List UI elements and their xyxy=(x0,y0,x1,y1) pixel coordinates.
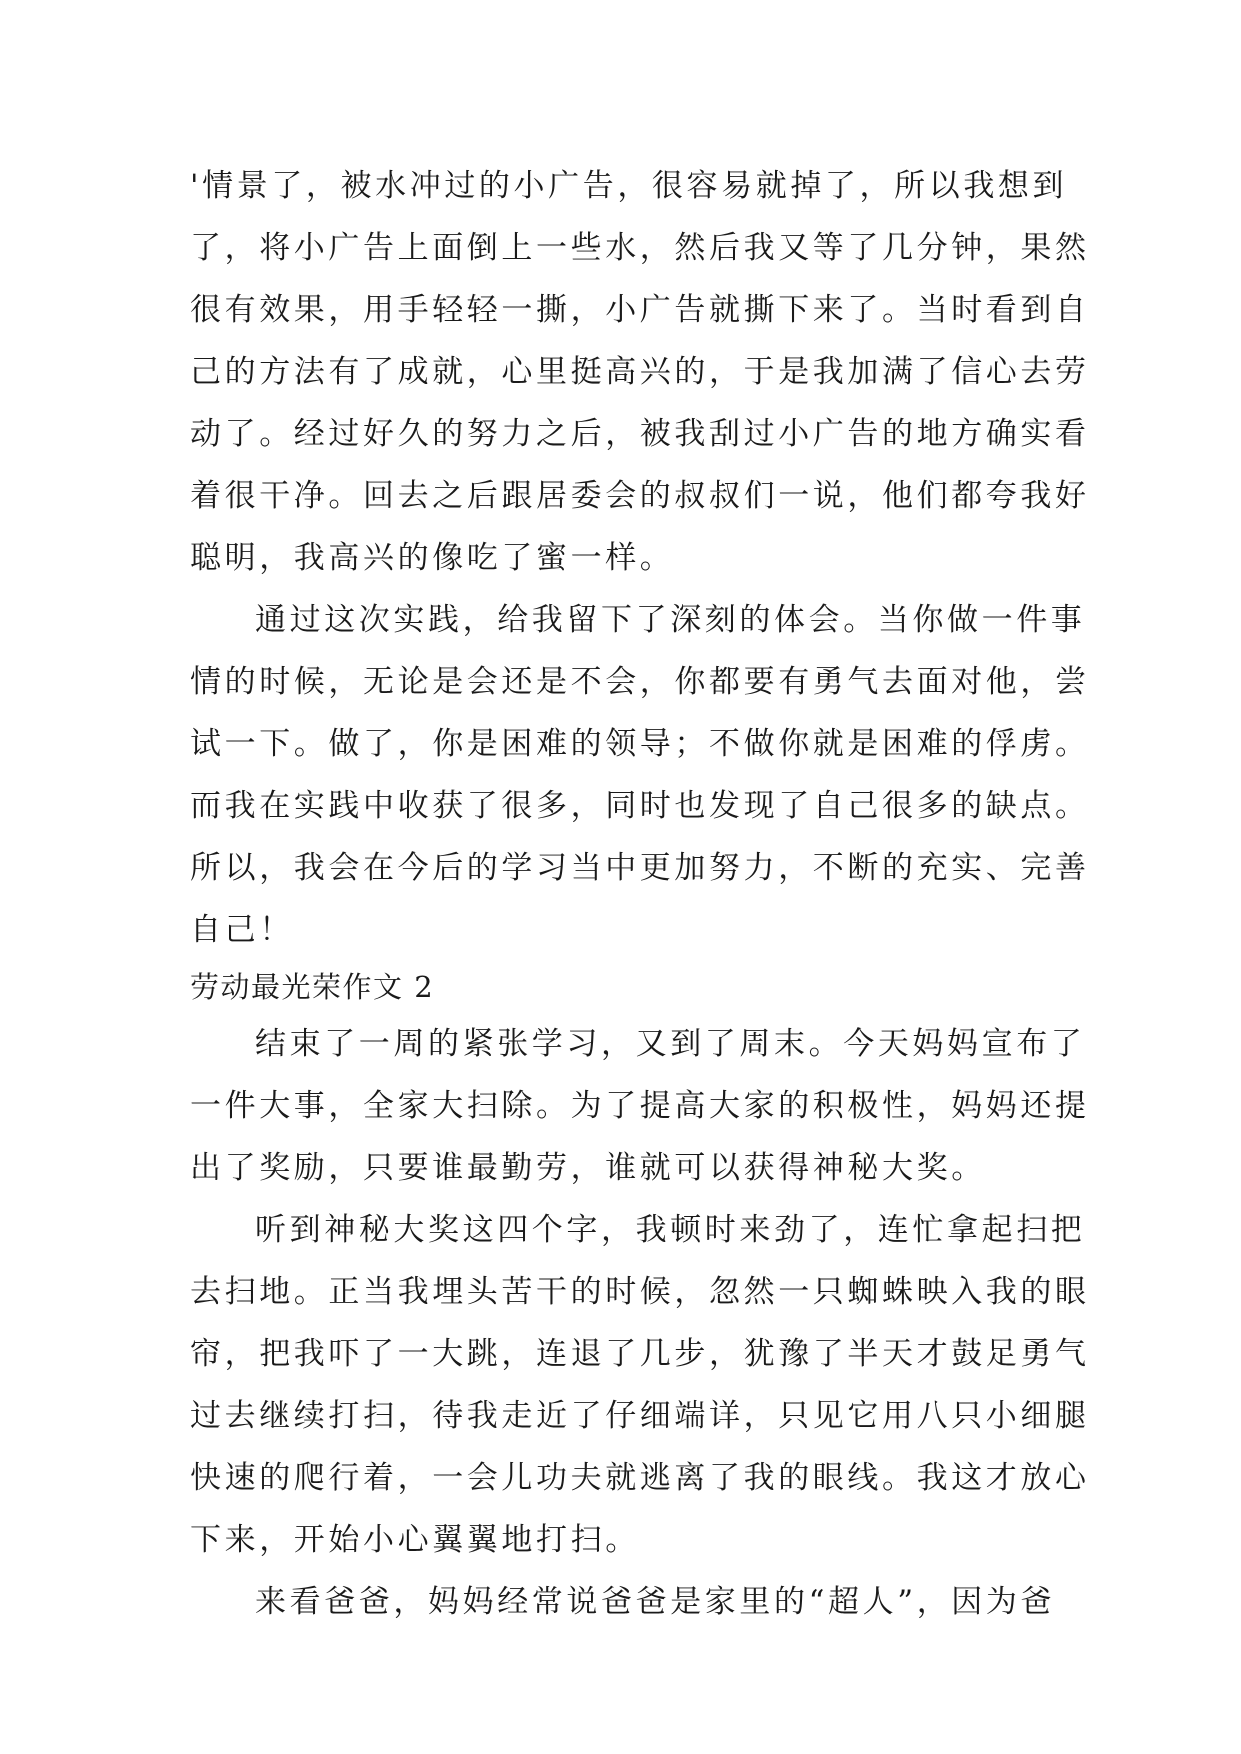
text-line: 结束了一周的紧张学习，又到了周末。今天妈妈宣布了 xyxy=(255,1026,1086,1062)
text-line: 聪明，我高兴的像吃了蜜一样。 xyxy=(190,540,675,576)
text-line: 出了奖励，只要谁最勤劳，谁就可以获得神秘大奖。 xyxy=(190,1150,986,1186)
text-line: 试一下。做了，你是困难的领导；不做你就是困难的俘虏。 xyxy=(190,726,1090,762)
text-line: 帘，把我吓了一大跳，连退了几步，犹豫了半天才鼓足勇气 xyxy=(190,1336,1090,1372)
text-line: '情景了，被水冲过的小广告，很容易就掉了，所以我想到 xyxy=(190,168,1068,204)
text-line: 很有效果，用手轻轻一撕，小广告就撕下来了。当时看到自 xyxy=(190,292,1090,328)
paragraph-4 xyxy=(190,1199,1090,1571)
paragraph-1 xyxy=(190,155,1090,589)
text-line: 下来，开始小心翼翼地打扫。 xyxy=(190,1522,640,1558)
text-line: 而我在实践中收获了很多，同时也发现了自己很多的缺点。 xyxy=(190,788,1090,824)
text-line: 通过这次实践，给我留下了深刻的体会。当你做一件事 xyxy=(255,602,1086,638)
text-line: 一件大事，全家大扫除。为了提高大家的积极性，妈妈还提 xyxy=(190,1088,1090,1124)
text-line: 自己！ xyxy=(190,912,294,948)
text-line: 快速的爬行着，一会儿功夫就逃离了我的眼线。我这才放心 xyxy=(190,1460,1090,1496)
section-title: 劳动最光荣作文 2 xyxy=(190,970,435,1004)
paragraph-2 xyxy=(190,589,1090,961)
text-line: 己的方法有了成就，心里挺高兴的，于是我加满了信心去劳 xyxy=(190,354,1090,390)
text-line: 情的时候，无论是会还是不会，你都要有勇气去面对他，尝 xyxy=(190,664,1090,700)
text-line: 所以，我会在今后的学习当中更加努力，不断的充实、完善 xyxy=(190,850,1090,886)
text-line: 来看爸爸，妈妈经常说爸爸是家里的“超人”，因为爸 xyxy=(255,1584,1056,1620)
paragraph-3 xyxy=(190,1013,1090,1199)
text-line: 去扫地。正当我埋头苦干的时候，忽然一只蜘蛛映入我的眼 xyxy=(190,1274,1090,1310)
text-line: 动了。经过好久的努力之后，被我刮过小广告的地方确实看 xyxy=(190,416,1090,452)
text-line: 着很干净。回去之后跟居委会的叔叔们一说，他们都夸我好 xyxy=(190,478,1090,514)
paragraph-5 xyxy=(190,1571,1070,1633)
text-line: 过去继续打扫，待我走近了仔细端详，只见它用八只小细腿 xyxy=(190,1398,1090,1434)
text-line: 听到神秘大奖这四个字，我顿时来劲了，连忙拿起扫把 xyxy=(255,1212,1086,1248)
text-line: 了，将小广告上面倒上一些水，然后我又等了几分钟，果然 xyxy=(190,230,1090,266)
article-body xyxy=(190,155,1090,1633)
